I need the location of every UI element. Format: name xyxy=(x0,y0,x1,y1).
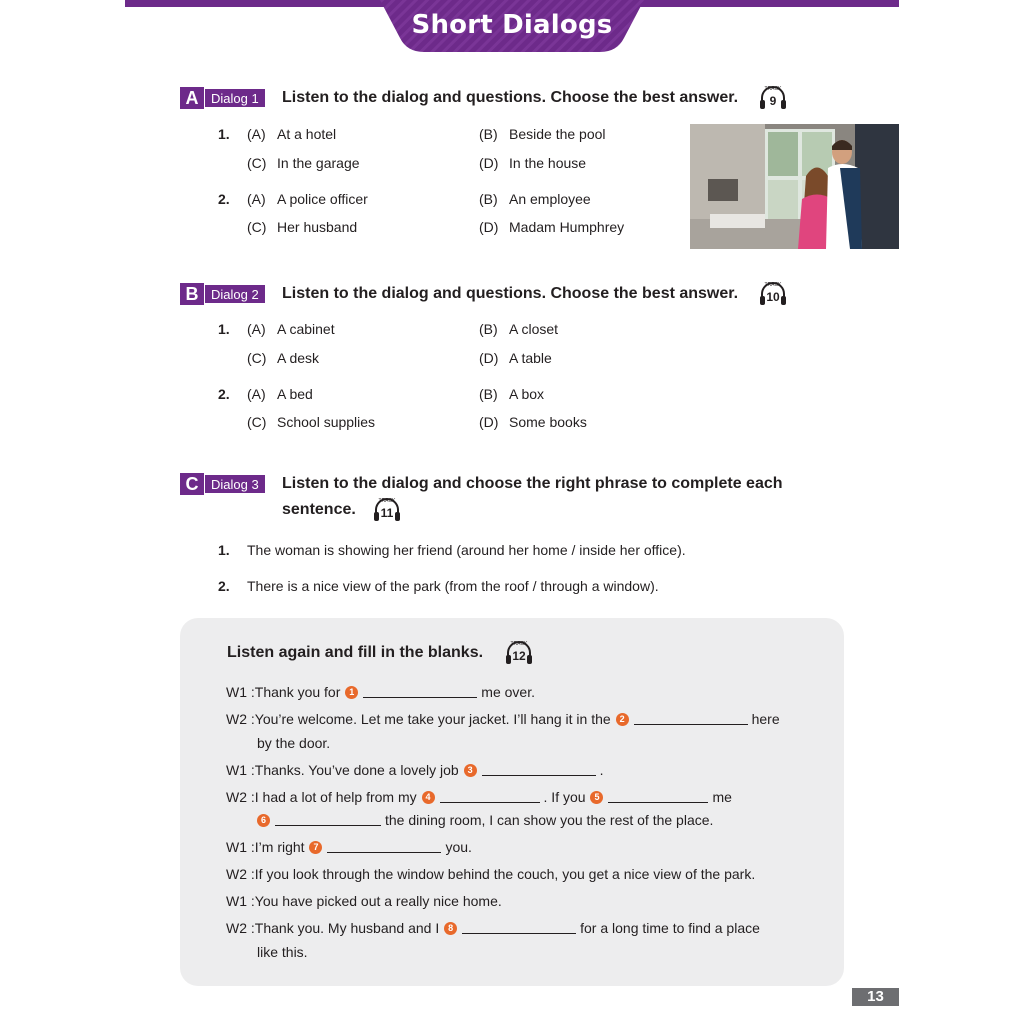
dialog-line: W1 :I’m right 7 you. xyxy=(226,839,472,855)
dialog-line: W2 :If you look through the window behind the couch, you get a nice view of the park. xyxy=(226,866,756,882)
section-b-header xyxy=(180,283,265,305)
blank-number: 3 xyxy=(464,764,477,777)
answer-option[interactable]: (D) In the house xyxy=(479,155,587,171)
answer-option[interactable]: (D) A table xyxy=(479,350,552,366)
fill-in-title: Listen again and fill in the blanks. xyxy=(227,644,484,661)
question-number: 2. xyxy=(218,191,230,207)
answer-option[interactable]: (D) Some books xyxy=(479,414,587,430)
section-c-instruction-line1: Listen to the dialog and choose the right phrase to complete each xyxy=(282,475,783,492)
section-a-header xyxy=(180,87,265,109)
blank-number: 4 xyxy=(422,791,435,804)
question-number: 1. xyxy=(218,321,230,337)
blank-number: 2 xyxy=(616,713,629,726)
answer-option[interactable]: (A) A bed xyxy=(247,386,313,402)
section-a-instruction: Listen to the dialog and questions. Choose the best answer. xyxy=(282,89,739,106)
dialog-line: 6 the dining room, I can show you the rest of the place. xyxy=(256,812,713,828)
section-letter: B xyxy=(180,283,204,305)
section-c-header xyxy=(180,473,265,495)
blank-number: 1 xyxy=(345,686,358,699)
track-label: TRACK xyxy=(378,498,396,504)
dialog-line: W1 :Thank you for 1 me over. xyxy=(226,684,535,700)
dialog-line: W2 :You’re welcome. Let me take your jacket. I’ll hang it in the 2 here xyxy=(226,711,780,727)
dialog-line: W1 :Thanks. You’ve done a lovely job 3 . xyxy=(226,762,604,778)
track-number: 11 xyxy=(380,506,394,520)
dialog-line: by the door. xyxy=(257,735,331,751)
dialog-line: W2 :Thank you. My husband and I 8 for a long time to find a place xyxy=(226,920,760,936)
title-tab xyxy=(380,0,644,52)
blank-field[interactable] xyxy=(363,686,477,698)
headphones-icon[interactable] xyxy=(504,640,534,666)
answer-option[interactable]: (D) Madam Humphrey xyxy=(479,219,625,235)
blank-field[interactable] xyxy=(634,713,748,725)
blank-number: 5 xyxy=(590,791,603,804)
sentence-number: 2. xyxy=(218,578,230,594)
page-title: Short Dialogs xyxy=(411,10,613,40)
headphones-icon[interactable] xyxy=(372,497,402,523)
answer-option[interactable]: (B) Beside the pool xyxy=(479,126,606,142)
dialog-label: Dialog 1 xyxy=(205,89,265,107)
dialog-label: Dialog 2 xyxy=(205,285,265,303)
dialog-line: W1 :You have picked out a really nice home. xyxy=(226,893,502,909)
page-number: 13 xyxy=(852,988,899,1006)
answer-option[interactable]: (A) A cabinet xyxy=(247,321,335,337)
blank-number: 6 xyxy=(257,814,270,827)
sentence-number: 1. xyxy=(218,542,230,558)
blank-field[interactable] xyxy=(440,791,540,803)
blank-number: 8 xyxy=(444,922,457,935)
answer-option[interactable]: (B) A box xyxy=(479,386,545,402)
answer-option[interactable]: (B) An employee xyxy=(479,191,591,207)
blank-field[interactable] xyxy=(275,814,381,826)
section-b-instruction: Listen to the dialog and questions. Choose the best answer. xyxy=(282,285,739,302)
answer-option[interactable]: (C) Her husband xyxy=(247,219,358,235)
sentence-text[interactable]: The woman is showing her friend (around her home / inside her office). xyxy=(247,542,686,558)
answer-option[interactable]: (A) A police officer xyxy=(247,191,368,207)
section-c-instruction-line2: sentence. xyxy=(282,501,356,518)
dialog-line: like this. xyxy=(257,944,308,960)
headphones-icon[interactable] xyxy=(758,85,788,111)
blank-field[interactable] xyxy=(482,764,596,776)
blank-field[interactable] xyxy=(608,791,708,803)
dialog-label: Dialog 3 xyxy=(205,475,265,493)
dialog-line: W2 :I had a lot of help from my 4 . If you 5 me xyxy=(226,789,732,805)
blank-field[interactable] xyxy=(327,841,441,853)
section-letter: A xyxy=(180,87,204,109)
question-number: 1. xyxy=(218,126,230,142)
answer-option[interactable]: (C) A desk xyxy=(247,350,320,366)
blank-field[interactable] xyxy=(462,922,576,934)
question-number: 2. xyxy=(218,386,230,402)
answer-option[interactable]: (A) At a hotel xyxy=(247,126,337,142)
blank-number: 7 xyxy=(309,841,322,854)
answer-option[interactable]: (C) In the garage xyxy=(247,155,360,171)
answer-option[interactable]: (B) A closet xyxy=(479,321,559,337)
answer-option[interactable]: (C) School supplies xyxy=(247,414,376,430)
headphones-icon[interactable] xyxy=(758,281,788,307)
couple-at-home-photo xyxy=(690,124,899,249)
track-number: 10 xyxy=(766,290,780,304)
sentence-text[interactable]: There is a nice view of the park (from the roof / through a window). xyxy=(247,578,659,594)
track-label: TRACK xyxy=(510,641,528,647)
track-label: TRACK xyxy=(764,282,782,288)
track-number: 9 xyxy=(769,94,777,108)
section-letter: C xyxy=(180,473,204,495)
track-label: TRACK xyxy=(764,86,782,92)
track-number: 12 xyxy=(512,649,526,663)
